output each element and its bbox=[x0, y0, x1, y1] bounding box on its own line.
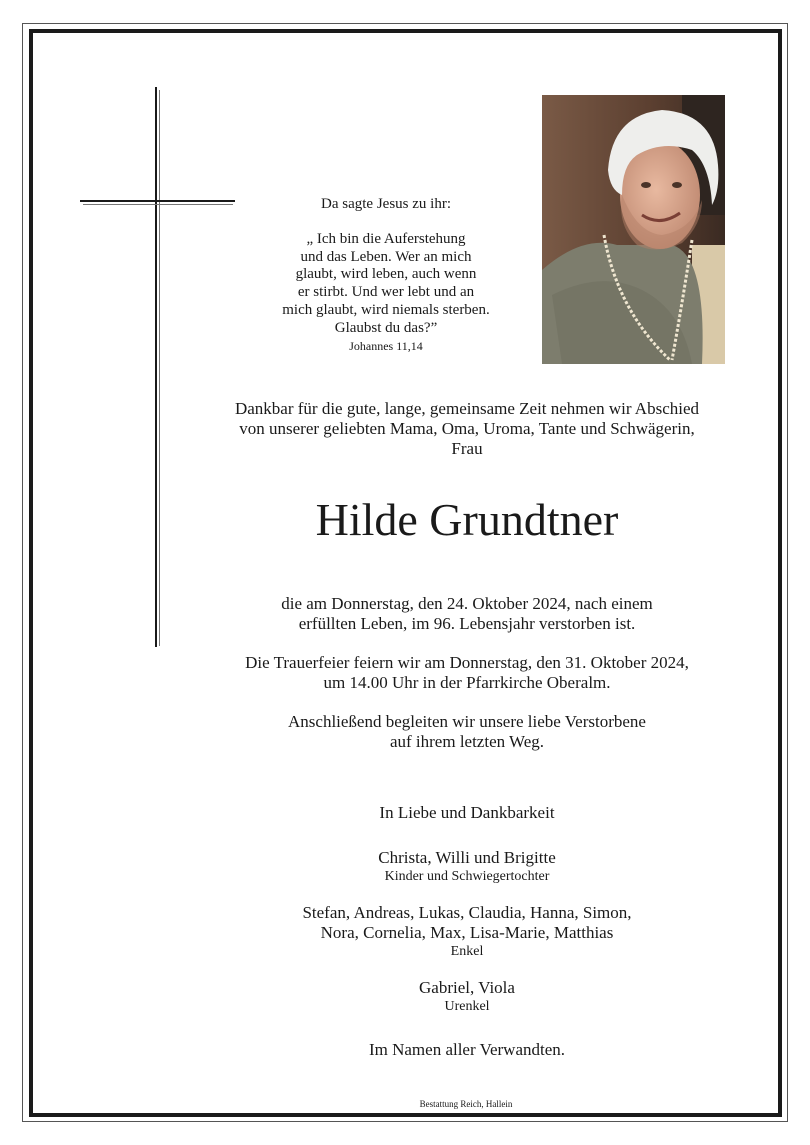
verse-reference: Johannes 11,14 bbox=[349, 338, 423, 353]
bible-verse bbox=[256, 196, 516, 354]
mourner-relation: Urenkel bbox=[444, 999, 490, 1014]
verse-intro: Da sagte Jesus zu ihr: bbox=[321, 196, 451, 212]
final-line: Im Namen aller Verwandten. bbox=[368, 1040, 566, 1059]
footer-credit: Bestattung Reich, Hallein bbox=[419, 1099, 513, 1109]
mourner-names: Gabriel, Viola bbox=[419, 978, 515, 997]
funeral-notice: Die Trauerfeier feiern wir am Donnerstag, den 31. Oktober 2024, um 14.00 Uhr in der Pfarrkirche Oberalm. bbox=[245, 653, 689, 692]
mourner-names: Christa, Willi und Brigitte bbox=[378, 848, 556, 867]
mourner-group bbox=[170, 848, 764, 886]
mourner-group bbox=[170, 978, 764, 1016]
mourner-group bbox=[170, 903, 764, 961]
closing-line: In Liebe und Dankbarkeit bbox=[379, 803, 555, 822]
farewell-notice: Anschließend begleiten wir unsere liebe Verstorbene auf ihrem letzten Weg. bbox=[288, 712, 646, 751]
mourner-relation: Kinder und Schwiegertochter bbox=[384, 869, 550, 884]
verse-quote: „ Ich bin die Auferstehung und das Leben. Wer an mich glaubt, wird leben, auch wenn er stirbt. Und wer lebt und an mich glaubt, wird niemals sterben. Glaubst du das?” bbox=[282, 230, 490, 336]
death-notice: die am Donnerstag, den 24. Oktober 2024, nach einem erfüllten Leben, im 96. Lebensjahr verstorben ist. bbox=[281, 594, 653, 633]
deceased-name: Hilde Grundtner bbox=[315, 494, 619, 545]
mourner-relation: Enkel bbox=[450, 944, 484, 959]
mourner-names: Stefan, Andreas, Lukas, Claudia, Hanna, Simon, Nora, Cornelia, Max, Lisa-Marie, Matthias bbox=[302, 903, 632, 942]
portrait-photo bbox=[542, 95, 725, 364]
intro-text: Dankbar für die gute, lange, gemeinsame Zeit nehmen wir Abschied von unserer geliebten Mama, Oma, Uroma, Tante und Schwägerin, Frau bbox=[234, 399, 700, 458]
